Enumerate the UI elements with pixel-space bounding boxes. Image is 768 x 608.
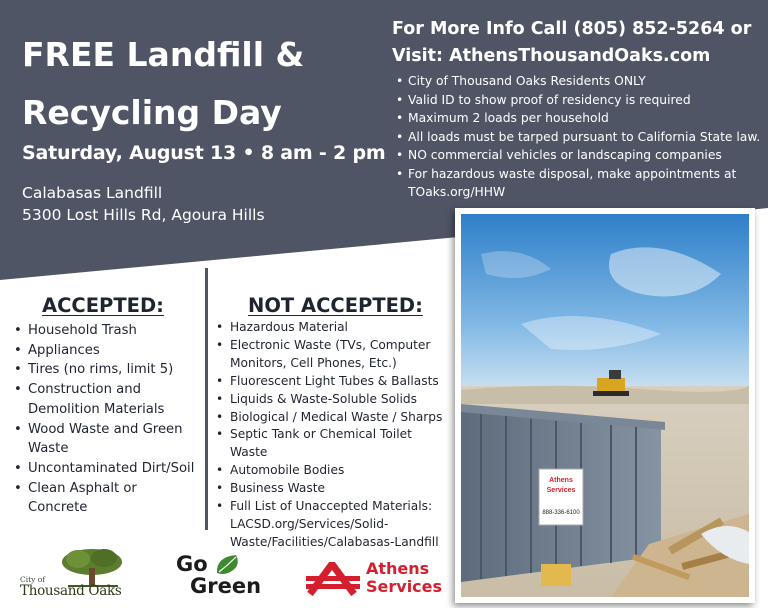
location-address: 5300 Lost Hills Rd, Agoura Hills: [22, 206, 265, 224]
accepted-list: [12, 321, 200, 518]
athens-mark-icon: [306, 562, 360, 596]
services-line: Services: [366, 577, 443, 596]
not-accepted-list: [214, 319, 450, 552]
not-accepted-item: • Hazardous Material: [214, 319, 450, 337]
rule-item: • For hazardous waste disposal, make appointments at TOaks.org/HHW: [396, 165, 762, 202]
landfill-photo-illustration: [461, 214, 749, 597]
athens-services-wordmark: [366, 560, 442, 596]
sign-phone: 888-336-6100: [542, 510, 580, 516]
accepted-item: • Construction and Demolition Materials: [12, 380, 200, 419]
location-name: Calabasas Landfill: [22, 184, 163, 202]
sign-text-line-2: Services: [546, 487, 576, 494]
sign-text-line-1: Athens: [549, 477, 573, 484]
contact-info: [392, 16, 751, 70]
rule-item: • Maximum 2 loads per household: [396, 109, 762, 128]
accepted-item: • Household Trash: [12, 321, 200, 341]
contact-phone-line: For More Info Call (805) 852-5264 or: [392, 19, 752, 39]
not-accepted-item: • Septic Tank or Chemical Toilet Waste: [214, 426, 450, 462]
landfill-photo: [455, 208, 755, 603]
accepted-item: • Appliances: [12, 341, 200, 361]
accepted-item: • Clean Asphalt or Concrete: [12, 479, 200, 518]
thousand-oaks-logo: [18, 548, 128, 604]
rule-item: • Valid ID to show proof of residency is required: [396, 91, 762, 110]
athens-line: Athens: [366, 559, 430, 578]
not-accepted-item: • Automobile Bodies: [214, 462, 450, 480]
column-divider: [205, 268, 208, 530]
flyer-title: [22, 26, 382, 142]
not-accepted-heading: NOT ACCEPTED:: [248, 294, 423, 317]
not-accepted-item: • Liquids & Waste-Soluble Solids: [214, 391, 450, 409]
not-accepted-item: • Fluorescent Light Tubes & Ballasts: [214, 373, 450, 391]
accepted-item: • Wood Waste and Green Waste: [12, 420, 200, 459]
athens-services-logo: [306, 560, 446, 604]
rule-item: • NO commercial vehicles or landscaping companies: [396, 146, 762, 165]
logo-thousand-oaks: Thousand Oaks: [20, 583, 122, 599]
rule-item: • City of Thousand Oaks Residents ONLY: [396, 72, 762, 91]
logo-city-of: City of: [20, 575, 46, 584]
title-line-1: FREE Landfill &: [22, 35, 305, 74]
title-line-2: Recycling Day: [22, 93, 282, 132]
go-green-green: Green: [190, 574, 262, 598]
not-accepted-item: • Business Waste: [214, 480, 450, 498]
event-location: [22, 182, 265, 226]
accepted-item: • Uncontaminated Dirt/Soil: [12, 459, 200, 479]
contact-website-line: Visit: AthensThousandOaks.com: [392, 46, 711, 66]
event-date: Saturday, August 13 • 8 am - 2 pm: [22, 142, 386, 164]
eligibility-rules-list: [396, 72, 762, 202]
oak-tree-icon: [58, 548, 126, 588]
go-green-logo: [176, 552, 276, 602]
accepted-heading: ACCEPTED:: [42, 294, 164, 317]
go-green-go: Go: [176, 552, 208, 576]
not-accepted-item: • Electronic Waste (TVs, Computer Monitors, Cell Phones, Etc.): [214, 337, 450, 373]
not-accepted-item: • Full List of Unaccepted Materials: LACSD.org/Services/Solid-Waste/Facilities/Calabasas-Landfill: [214, 498, 450, 552]
accepted-item: • Tires (no rims, limit 5): [12, 360, 200, 380]
not-accepted-item: • Biological / Medical Waste / Sharps: [214, 409, 450, 427]
rule-item: • All loads must be tarped pursuant to California State law.: [396, 128, 762, 147]
